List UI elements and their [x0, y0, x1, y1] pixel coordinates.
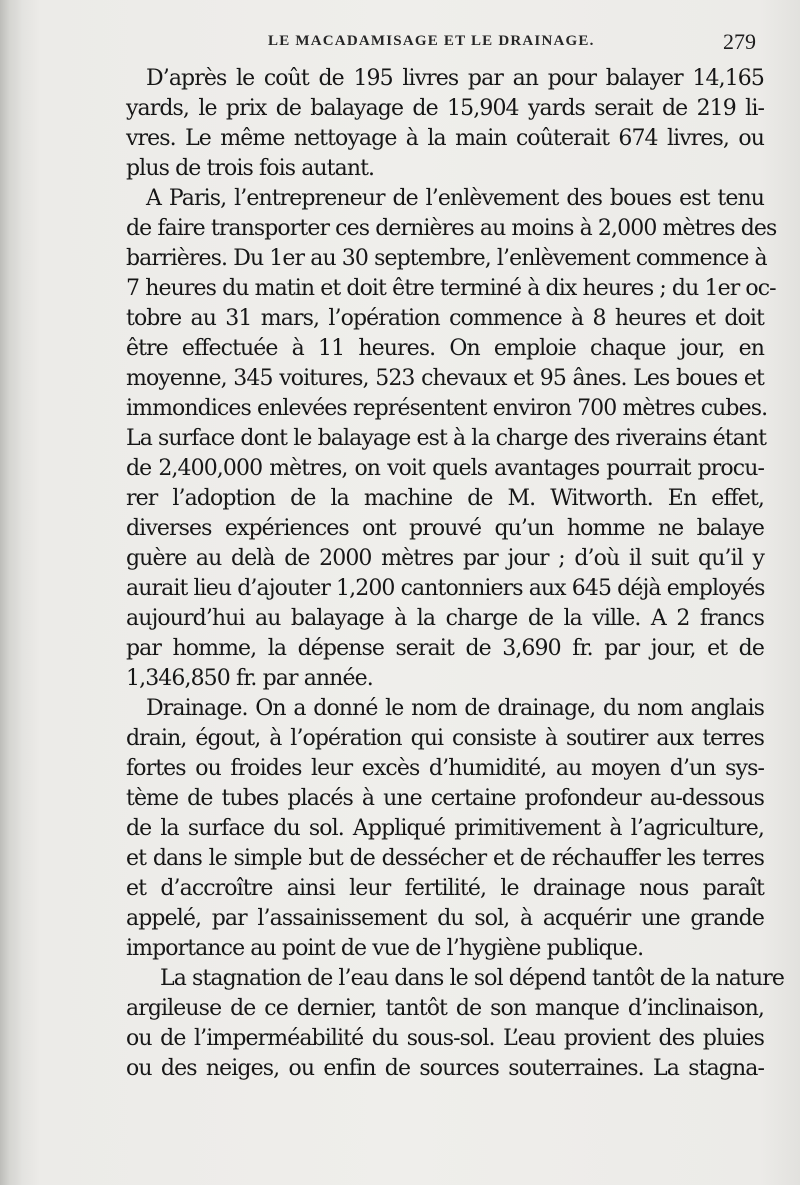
text-line: ou de l’imperméabilité du sous-sol. L’eau provient des pluies: [126, 1026, 764, 1051]
text-line: de la surface du sol. Appliqué primitivement à l’agriculture,: [126, 816, 764, 841]
text-line: de 2,400,000 mètres, on voit quels avantages pourrait procu-: [126, 456, 764, 481]
text-line: ou des neiges, ou enfin de sources souterraines. La stagna-: [126, 1056, 764, 1081]
text-line: tobre au 31 mars, l’opération commence à 8 heures et doit: [126, 306, 764, 331]
text-line: tème de tubes placés à une certaine profondeur au-dessous: [126, 786, 764, 811]
text-line: yards, le prix de balayage de 15,904 yards serait de 219 li-: [126, 96, 764, 121]
text-line: et d’accroître ainsi leur fertilité, le drainage nous paraît: [126, 876, 764, 901]
text-line: aurait lieu d’ajouter 1,200 cantonniers aux 645 déjà employés: [126, 576, 765, 601]
text-line: par homme, la dépense serait de 3,690 fr. par jour, et de: [126, 636, 764, 661]
page-header: [128, 29, 756, 57]
text-line: appelé, par l’assainissement du sol, à acquérir une grande: [126, 906, 764, 931]
text-line: être effectuée à 11 heures. On emploie chaque jour, en: [126, 336, 764, 361]
text-line: de faire transporter ces dernières au moins à 2,000 mètres des: [126, 216, 777, 241]
text-line: barrières. Du 1er au 30 septembre, l’enlèvement commence à: [126, 246, 767, 271]
text-line: fortes ou froides leur excès d’humidité, au moyen d’un sys-: [126, 756, 764, 781]
text-line: La stagnation de l’eau dans le sol dépend tantôt de la nature: [160, 966, 784, 991]
text-line: aujourd’hui au balayage à la charge de la ville. A 2 francs: [126, 606, 764, 631]
running-title: LE MACADAMISAGE ET LE DRAINAGE.: [268, 33, 595, 49]
text-line: A Paris, l’entrepreneur de l’enlèvement des boues est tenu: [146, 186, 764, 211]
text-line: importance au point de vue de l’hygiène publique.: [126, 936, 644, 961]
body-text: [126, 64, 784, 1084]
text-line: guère au delà de 2000 mètres par jour ; d’où il suit qu’il y: [126, 546, 764, 571]
text-line: immondices enlevées représentent environ 700 mètres cubes.: [126, 396, 768, 421]
text-line: diverses expériences ont prouvé qu’un homme ne balaye: [126, 516, 764, 541]
text-line: vres. Le même nettoyage à la main coûterait 674 livres, ou: [126, 126, 764, 151]
page-number: 279: [723, 29, 756, 54]
page-gutter-shadow: [0, 0, 22, 1185]
text-line: plus de trois fois autant.: [126, 156, 375, 181]
text-line: La surface dont le balayage est à la charge des riverains étant: [126, 426, 767, 451]
text-line: drain, égout, à l’opération qui consiste à soutirer aux terres: [126, 726, 764, 751]
text-line: Drainage. On a donné le nom de drainage, du nom anglais: [146, 696, 764, 721]
text-line: et dans le simple but de dessécher et de réchauffer les terres: [126, 846, 764, 871]
text-line: argileuse de ce dernier, tantôt de son manque d’inclinaison,: [126, 996, 764, 1021]
text-line: moyenne, 345 voitures, 523 chevaux et 95 ânes. Les boues et: [126, 366, 764, 391]
text-line: rer l’adoption de la machine de M. Witworth. En effet,: [126, 486, 764, 511]
text-line: 7 heures du matin et doit être terminé à dix heures ; du 1er oc-: [126, 276, 776, 301]
text-line: 1,346,850 fr. par année.: [126, 666, 373, 691]
text-line: D’après le coût de 195 livres par an pour balayer 14,165: [146, 66, 764, 91]
